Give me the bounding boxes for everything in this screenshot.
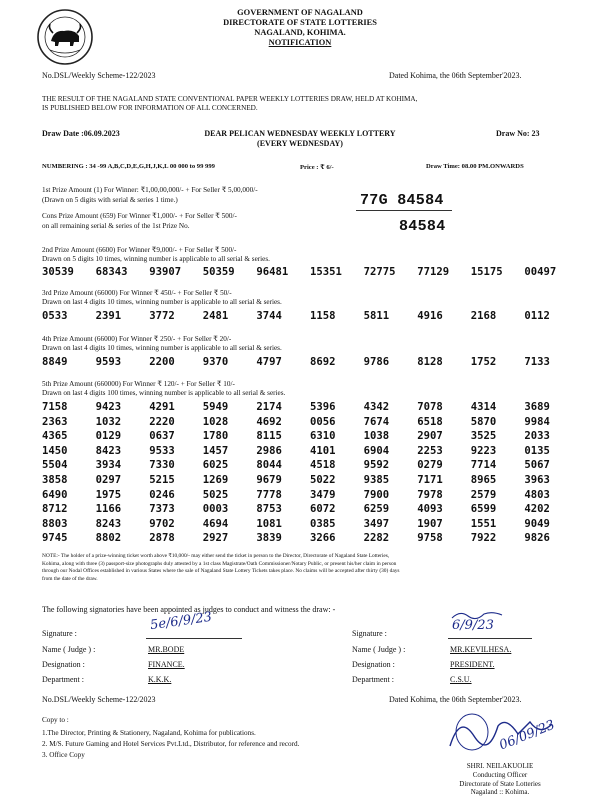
fifth-prize-number: 7922 (470, 532, 497, 545)
third-prize-amount: 3rd Prize Amount (66000) For Winner ₹ 450/- + For Seller ₹ 50/- (42, 289, 232, 297)
first-prize-number: 77G 84584 (360, 192, 444, 209)
fifth-prize-number: 3689 (524, 401, 550, 413)
fifth-prize-number: 3266 (310, 532, 336, 545)
fifth-prize-number: 0246 (149, 488, 175, 501)
ref-number: No.DSL/Weekly Scheme-122/2023 (42, 71, 156, 80)
fifth-prize-number: 8044 (256, 459, 282, 472)
note-line-4: from the date of the draw. (42, 575, 98, 582)
third-prize-number: 0533 (42, 310, 68, 322)
fifth-prize-number: 4342 (363, 401, 390, 413)
fourth-prize-rule: Drawn on last 4 digits 10 times, winning number is applicable to all serial & series. (42, 344, 282, 352)
left-judge-designation: FINANCE. (148, 660, 185, 669)
intro-line-2: IS PUBLISHED BELOW FOR INFORMATION OF ALL CONCERNED. (42, 104, 258, 112)
fifth-prize-number: 9679 (256, 474, 282, 486)
second-prize-amount: 2nd Prize Amount (6600) For Winner ₹9,000/- + For Seller ₹ 500/- (42, 246, 237, 254)
fifth-prize-number: 0003 (202, 503, 229, 516)
fifth-prize-number: 9592 (363, 459, 390, 472)
header-title: GOVERNMENT OF NAGALAND (237, 8, 363, 17)
fourth-prize-number: 9786 (363, 356, 390, 368)
cons-prize-rule: on all remaining serial & series of the 1st Prize No. (42, 222, 190, 230)
fifth-prize-number: 9702 (149, 517, 175, 530)
second-prize-number: 30539 (42, 266, 74, 278)
fifth-prize-number: 1975 (95, 488, 122, 501)
fourth-prize-number: 1752 (470, 356, 497, 368)
fifth-prize-number: 6904 (363, 444, 390, 457)
fifth-prize-number: 4518 (310, 459, 336, 472)
fifth-prize-number: 2927 (202, 532, 229, 545)
fifth-prize-number: 3497 (363, 517, 390, 530)
fifth-prize-number: 8115 (256, 430, 282, 443)
second-prize-number: 77129 (417, 266, 450, 278)
second-prize-number: 68343 (95, 266, 128, 278)
officer-title: Conducting Officer (472, 770, 528, 779)
third-prize-number: 2481 (202, 310, 229, 322)
fifth-prize-number: 6599 (470, 503, 497, 516)
left-signature-label: Signature : (42, 629, 77, 638)
copy-item-3: 3. Office Copy (42, 751, 85, 759)
third-prize-number: 3772 (149, 310, 175, 322)
officer-signature-date: 06/09/23 (497, 717, 558, 754)
fifth-prize-number: 1032 (95, 415, 122, 428)
second-prize-number: 72775 (363, 266, 396, 278)
fifth-prize-number: 1457 (202, 444, 229, 457)
fifth-prize-number: 2907 (417, 430, 443, 443)
right-judge-name: MR.KEVILHESA. (450, 645, 512, 654)
first-prize-underline (356, 210, 452, 211)
fifth-prize-number: 6072 (310, 503, 336, 516)
fifth-prize-number: 1028 (202, 415, 229, 428)
draw-time: Draw Time: 08.00 PM.ONWARDS (426, 163, 524, 170)
fifth-prize-number: 2220 (149, 415, 175, 428)
fifth-prize-number: 0135 (524, 444, 550, 457)
copy-item-2: 2. M/S. Future Gaming and Hotel Services Pvt.Ltd., Distributor, for reference and record. (42, 740, 300, 748)
fifth-prize-number: 5025 (202, 488, 229, 501)
fifth-prize-number: 9984 (524, 415, 550, 428)
fourth-prize-number: 8849 (42, 356, 68, 368)
fifth-prize-number: 2174 (256, 401, 282, 413)
fifth-prize-number: 1907 (417, 517, 443, 530)
fifth-prize-number: 6518 (417, 415, 443, 428)
fifth-prize-number: 2579 (470, 488, 497, 501)
header-directorate: DIRECTORATE OF STATE LOTTERIES (223, 18, 377, 27)
fourth-prize-number: 4797 (256, 356, 282, 368)
fifth-prize-number: 3858 (42, 474, 68, 486)
fifth-prize-number: 2986 (256, 444, 282, 457)
fifth-prize-number: 1038 (363, 430, 390, 443)
left-signature-line (146, 638, 242, 639)
left-department-label: Department : (42, 675, 84, 684)
fifth-prize-number: 4202 (524, 503, 550, 516)
fifth-prize-number: 3963 (524, 474, 550, 486)
fifth-prize-number: 8802 (95, 532, 122, 545)
fifth-prize-number: 5067 (524, 459, 550, 472)
fifth-prize-number: 3839 (256, 532, 282, 545)
fifth-prize-number: 0056 (310, 415, 336, 428)
left-judge-signature: 5e/6/9/23 (149, 609, 213, 634)
draw-title: DEAR PELICAN WEDNESDAY WEEKLY LOTTERY (204, 129, 396, 138)
fifth-prize-number: 9745 (42, 532, 68, 545)
fifth-prize-number: 8712 (42, 503, 68, 516)
third-prize-number: 3744 (256, 310, 282, 322)
fifth-prize-number: 7978 (417, 488, 443, 501)
copy-to-label: Copy to : (42, 716, 69, 724)
draw-date: Draw Date :06.09.2023 (42, 129, 120, 138)
right-judge-designation: PRESIDENT. (450, 660, 495, 669)
fifth-prize-number: 2363 (42, 415, 68, 428)
fifth-prize-number: 7900 (363, 488, 390, 501)
fifth-prize-number: 4365 (42, 430, 68, 443)
note-line-1: NOTE:- The holder of a prize-winning ticket worth above ₹10,000/- may either send the ticket in person to the Director, Directorate of Nagaland State Lotteries, (42, 553, 390, 559)
officer-block (430, 762, 570, 797)
note-block (42, 553, 582, 583)
fifth-prize-number: 5022 (310, 474, 336, 486)
fourth-prize-number: 9370 (202, 356, 229, 368)
fifth-prize-number: 6259 (363, 503, 390, 516)
footer-ref-date: Dated Kohima, the 06th September'2023. (389, 695, 522, 704)
fifth-prize-number: 0385 (310, 517, 336, 530)
footer-ref-number: No.DSL/Weekly Scheme-122/2023 (42, 695, 156, 704)
fifth-prize-number: 8243 (95, 517, 122, 530)
fifth-prize-number: 5215 (149, 474, 175, 486)
fifth-prize-number: 7674 (363, 415, 390, 428)
note-line-2: Kohima, along with three (3) passport-size photographs duly attested by a 1st class Magistrate/Oath Commissioner/Notary Public, or present his/her claim in person (42, 560, 397, 567)
first-prize-amount: 1st Prize Amount (1) For Winner: ₹1,00,00,000/- + For Seller ₹ 5,00,000/- (42, 186, 258, 194)
fourth-prize-number: 8128 (417, 356, 443, 368)
fifth-prize-number: 8965 (470, 474, 497, 486)
right-signature-line (448, 638, 532, 639)
fifth-prize-number: 2282 (363, 532, 390, 545)
draw-number: Draw No: 23 (496, 129, 540, 138)
fifth-prize-number: 4694 (202, 517, 229, 530)
third-prize-number: 5811 (363, 310, 390, 322)
ref-date: Dated Kohima, the 06th September'2023. (389, 71, 522, 80)
fifth-prize-number: 8423 (95, 444, 122, 457)
fifth-prize-number: 8803 (42, 517, 68, 530)
second-prize-number: 96481 (256, 266, 289, 278)
third-prize-number: 2168 (470, 310, 497, 322)
fifth-prize-number: 5870 (470, 415, 497, 428)
second-prize-number: 50359 (202, 266, 235, 278)
left-name-label: Name ( Judge ) : (42, 645, 96, 654)
third-prize-number: 2391 (95, 310, 122, 322)
fifth-prize-number: 9758 (417, 532, 443, 545)
fifth-prize-number: 6025 (202, 459, 229, 472)
fifth-prize-number: 7158 (42, 401, 68, 413)
intro-line-1: THE RESULT OF THE NAGALAND STATE CONVENTIONAL PAPER WEEKLY LOTTERIES DRAW, HELD AT KOHIMA, (42, 95, 418, 103)
fifth-prize-number: 7714 (470, 459, 497, 472)
fifth-prize-number: 4101 (310, 444, 336, 457)
fifth-prize-number: 9533 (149, 444, 175, 457)
fifth-prize-number: 1450 (42, 444, 68, 457)
third-prize-number: 0112 (524, 310, 550, 322)
fifth-prize-number: 7330 (149, 459, 175, 472)
fifth-prize-number: 0297 (95, 474, 122, 486)
cons-prize-number: 84584 (399, 218, 446, 235)
fifth-prize-number: 0279 (417, 459, 443, 472)
fifth-prize-number: 7171 (417, 474, 443, 486)
fifth-prize-number: 4291 (149, 401, 175, 413)
right-signature-label: Signature : (352, 629, 387, 638)
right-judge-signature: 6/9/23 (452, 618, 494, 633)
fifth-prize-amount: 5th Prize Amount (660000) For Winner ₹ 120/- + For Seller ₹ 10/- (42, 380, 235, 388)
second-prize-number: 15351 (310, 266, 342, 278)
fourth-prize-number: 2200 (149, 356, 175, 368)
copy-item-1: 1.The Director, Printing & Stationery, Nagaland, Kohima for publications. (42, 729, 256, 737)
right-department-label: Department : (352, 675, 394, 684)
second-prize-number: 93907 (149, 266, 182, 278)
right-judge-signature-stroke (448, 608, 508, 622)
fifth-prize-number: 4093 (417, 503, 443, 516)
fifth-prize-number: 1269 (202, 474, 229, 486)
fifth-prize-number: 7373 (149, 503, 175, 516)
fifth-prize-number: 9826 (524, 532, 550, 545)
note-line-3: through our Nodal Offices established in various States where the sale of Nagaland State Lottery Tickets takes place. No claims will be accepted after thirty (30) days (42, 568, 400, 575)
fifth-prize-number: 3934 (95, 459, 122, 472)
second-prize-rule: Drawn on 5 digits 10 times, winning number is applicable to all serial & series. (42, 255, 270, 263)
right-name-label: Name ( Judge ) : (352, 645, 406, 654)
draw-subtitle: (EVERY WEDNESDAY) (257, 139, 343, 148)
fifth-prize-number: 4692 (256, 415, 282, 428)
right-designation-label: Designation : (352, 660, 395, 669)
fifth-prize-number: 0129 (95, 430, 122, 443)
fifth-prize-number: 9385 (363, 474, 390, 486)
fifth-prize-number: 3479 (310, 488, 336, 501)
fourth-prize-amount: 4th Prize Amount (66000) For Winner ₹ 250/- + For Seller ₹ 20/- (42, 335, 232, 343)
officer-name: SHRI. NEILAKUOLIE (466, 762, 534, 770)
third-prize-number: 4916 (417, 310, 443, 322)
right-judge-department: C.S.U. (450, 675, 472, 684)
third-prize-number: 1158 (310, 310, 336, 322)
fifth-prize-number: 2878 (149, 532, 175, 545)
fifth-prize-number: 6490 (42, 488, 68, 501)
third-prize-rule: Drawn on last 4 digits 10 times, winning number is applicable to all serial & series. (42, 298, 282, 306)
fifth-prize-number: 9049 (524, 517, 550, 530)
fifth-prize-rule: Drawn on last 4 digits 100 times, winning number is applicable to all serial & series. (42, 389, 286, 397)
fifth-prize-number: 1166 (95, 503, 122, 516)
fifth-prize-number: 1081 (256, 517, 282, 530)
cons-prize-amount: Cons Prize Amount (659) For Winner ₹1,000/- + For Seller ₹ 500/- (42, 212, 237, 220)
fourth-prize-number: 9593 (95, 356, 122, 368)
fifth-prize-number: 2253 (417, 444, 443, 457)
fifth-prize-number: 3525 (470, 430, 497, 443)
fifth-prize-number: 9223 (470, 444, 497, 457)
officer-org: Directorate of State Lotteries (459, 779, 541, 788)
first-prize-rule: (Drawn on 5 digits with serial & series 1 time.) (42, 196, 178, 204)
fifth-prize-number: 5396 (310, 401, 336, 413)
fifth-prize-number: 7778 (256, 488, 282, 501)
fifth-prize-number: 7078 (417, 401, 443, 413)
left-judge-name: MR.BODE (148, 645, 185, 654)
fifth-prize-number: 4803 (524, 488, 550, 501)
fourth-prize-number: 7133 (524, 356, 550, 368)
header-notification: NOTIFICATION (268, 38, 332, 47)
fourth-prize-number: 8692 (310, 356, 336, 368)
fifth-prize-number: 2033 (524, 430, 550, 443)
judges-intro: The following signatories have been appointed as judges to conduct and witness the draw: - (42, 605, 336, 614)
second-prize-number: 00497 (524, 266, 557, 278)
draw-numbering: NUMBERING : 34 -99 A,B,C,D,E,G,H,J,K,L 00 000 to 99 999 (42, 163, 215, 170)
fifth-prize-number: 4314 (470, 401, 497, 413)
second-prize-number: 15175 (470, 266, 503, 278)
fifth-prize-number: 1551 (470, 517, 497, 530)
fifth-prize-number: 5504 (42, 459, 68, 472)
draw-price: Price : ₹ 6/- (300, 164, 334, 171)
fifth-prize-number: 8753 (256, 503, 282, 516)
left-judge-department: K.K.K. (148, 675, 172, 684)
fifth-prize-number: 9423 (95, 401, 122, 413)
fifth-prize-number: 0637 (149, 430, 175, 443)
fifth-prize-number: 6310 (310, 430, 336, 443)
fifth-prize-number: 1780 (202, 430, 229, 443)
header-location: NAGALAND, KOHIMA. (254, 28, 346, 37)
officer-place: Nagaland :: Kohima. (470, 788, 530, 797)
fifth-prize-number: 5949 (202, 401, 229, 413)
left-designation-label: Designation : (42, 660, 85, 669)
